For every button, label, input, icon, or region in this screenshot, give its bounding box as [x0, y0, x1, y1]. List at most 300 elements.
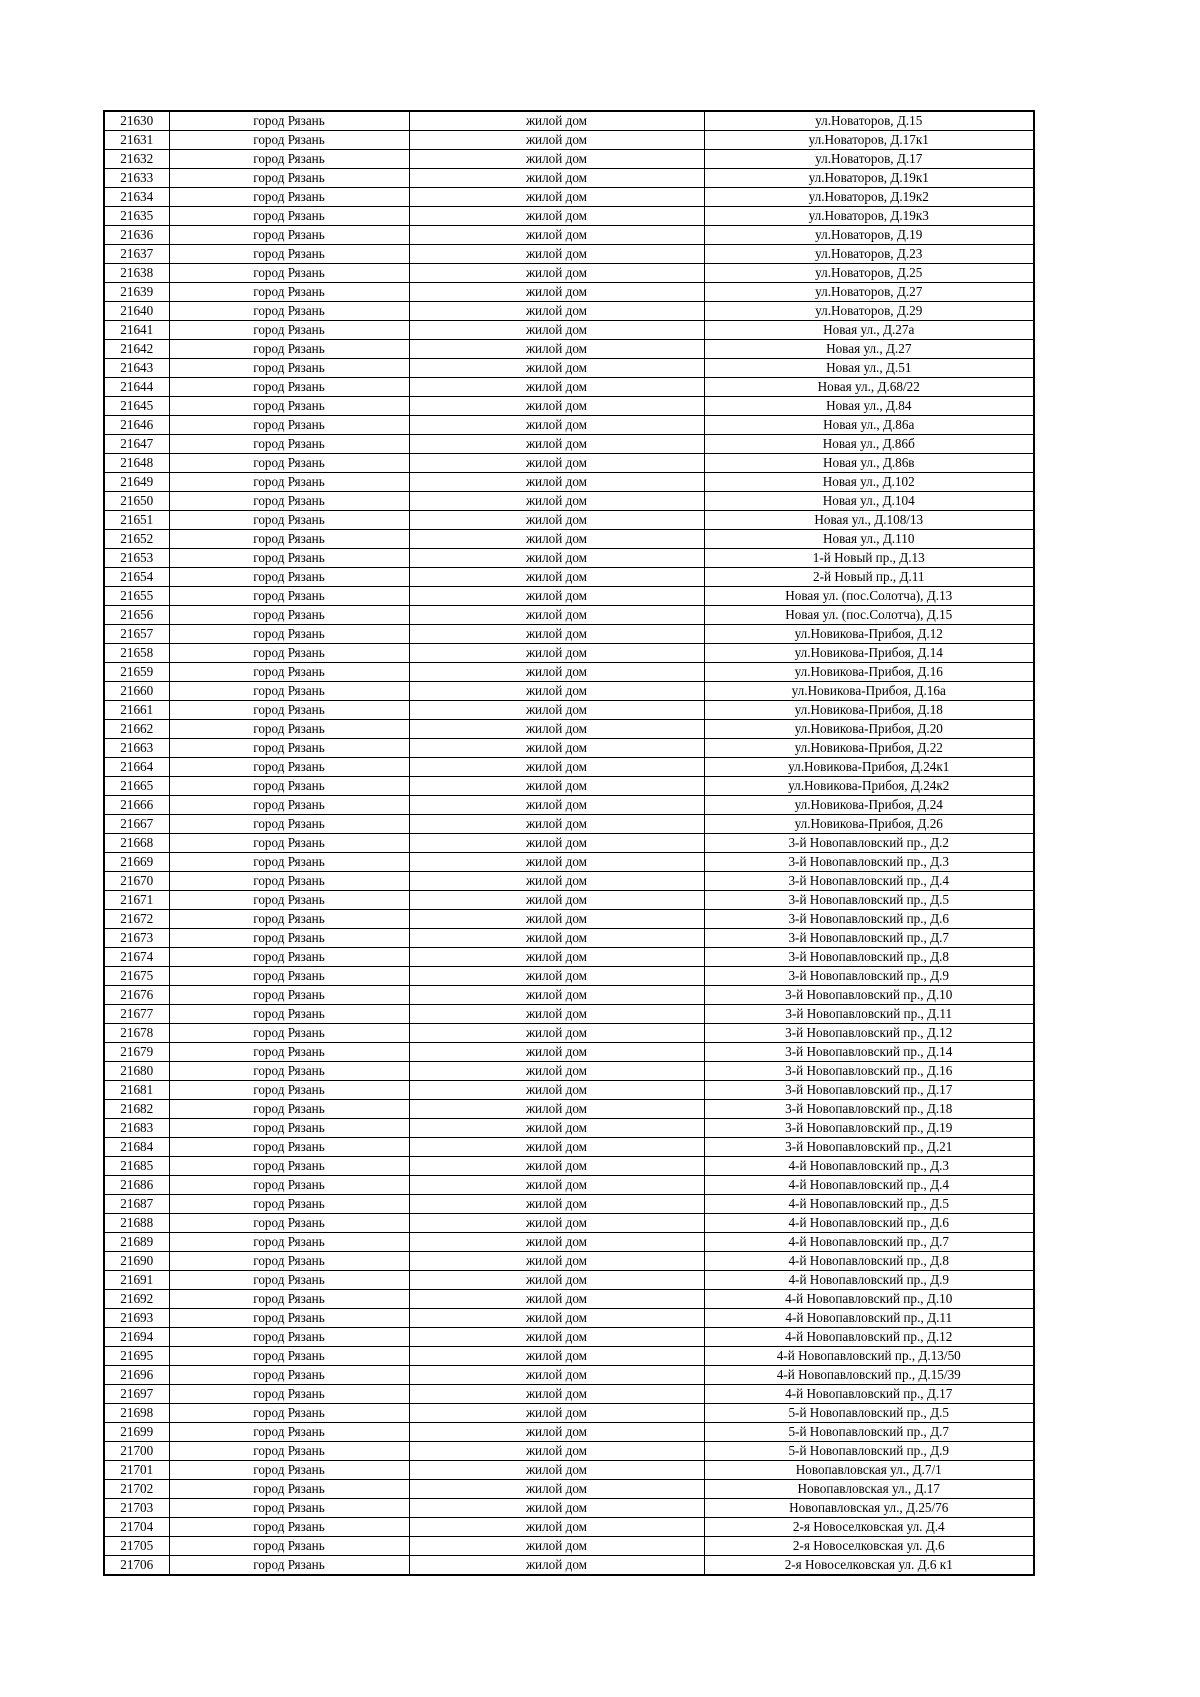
city-cell: город Рязань — [169, 1214, 409, 1233]
city-cell: город Рязань — [169, 511, 409, 530]
table-row — [104, 739, 1034, 758]
table-row — [104, 492, 1034, 511]
address-cell: ул.Новаторов, Д.17к1 — [704, 131, 1034, 150]
record-number-cell: 21683 — [104, 1119, 169, 1138]
record-number-cell: 21631 — [104, 131, 169, 150]
table-row — [104, 1176, 1034, 1195]
table-row — [104, 169, 1034, 188]
table-row — [104, 1271, 1034, 1290]
record-number-cell: 21695 — [104, 1347, 169, 1366]
address-cell: 3-й Новопавловский пр., Д.19 — [704, 1119, 1034, 1138]
city-cell: город Рязань — [169, 1024, 409, 1043]
city-cell: город Рязань — [169, 435, 409, 454]
building-type-cell: жилой дом — [409, 587, 704, 606]
city-cell: город Рязань — [169, 492, 409, 511]
record-number-cell: 21704 — [104, 1518, 169, 1537]
address-cell: 4-й Новопавловский пр., Д.9 — [704, 1271, 1034, 1290]
table-row — [104, 948, 1034, 967]
address-cell: Новая ул., Д.68/22 — [704, 378, 1034, 397]
building-type-cell: жилой дом — [409, 226, 704, 245]
table-row — [104, 1100, 1034, 1119]
table-row — [104, 1081, 1034, 1100]
address-cell: Новая ул., Д.86а — [704, 416, 1034, 435]
city-cell: город Рязань — [169, 1062, 409, 1081]
table-row — [104, 207, 1034, 226]
building-type-cell: жилой дом — [409, 1537, 704, 1556]
record-number-cell: 21679 — [104, 1043, 169, 1062]
building-type-cell: жилой дом — [409, 1309, 704, 1328]
city-cell: город Рязань — [169, 986, 409, 1005]
city-cell: город Рязань — [169, 454, 409, 473]
record-number-cell: 21663 — [104, 739, 169, 758]
record-number-cell: 21686 — [104, 1176, 169, 1195]
table-row — [104, 131, 1034, 150]
address-cell: Новая ул., Д.86б — [704, 435, 1034, 454]
record-number-cell: 21670 — [104, 872, 169, 891]
address-cell: 5-й Новопавловский пр., Д.5 — [704, 1404, 1034, 1423]
city-cell: город Рязань — [169, 245, 409, 264]
address-cell: 5-й Новопавловский пр., Д.9 — [704, 1442, 1034, 1461]
record-number-cell: 21690 — [104, 1252, 169, 1271]
address-cell: 3-й Новопавловский пр., Д.11 — [704, 1005, 1034, 1024]
city-cell: город Рязань — [169, 853, 409, 872]
city-cell: город Рязань — [169, 1157, 409, 1176]
city-cell: город Рязань — [169, 1271, 409, 1290]
building-type-cell: жилой дом — [409, 1252, 704, 1271]
address-cell: 3-й Новопавловский пр., Д.18 — [704, 1100, 1034, 1119]
building-type-cell: жилой дом — [409, 1138, 704, 1157]
building-type-cell: жилой дом — [409, 359, 704, 378]
building-type-cell: жилой дом — [409, 929, 704, 948]
address-cell: 3-й Новопавловский пр., Д.21 — [704, 1138, 1034, 1157]
table-row — [104, 587, 1034, 606]
building-type-cell: жилой дом — [409, 530, 704, 549]
building-type-cell: жилой дом — [409, 1556, 704, 1576]
city-cell: город Рязань — [169, 1423, 409, 1442]
address-cell: 5-й Новопавловский пр., Д.7 — [704, 1423, 1034, 1442]
address-cell: ул.Новикова-Прибоя, Д.16 — [704, 663, 1034, 682]
building-type-cell: жилой дом — [409, 1461, 704, 1480]
table-row — [104, 625, 1034, 644]
table-row — [104, 1043, 1034, 1062]
building-type-cell: жилой дом — [409, 435, 704, 454]
table-row — [104, 663, 1034, 682]
address-cell: Новая ул., Д.84 — [704, 397, 1034, 416]
record-number-cell: 21673 — [104, 929, 169, 948]
city-cell: город Рязань — [169, 1499, 409, 1518]
building-type-cell: жилой дом — [409, 1195, 704, 1214]
building-type-cell: жилой дом — [409, 720, 704, 739]
table-row — [104, 302, 1034, 321]
city-cell: город Рязань — [169, 1005, 409, 1024]
table-row — [104, 1195, 1034, 1214]
address-cell: Новопавловская ул., Д.25/76 — [704, 1499, 1034, 1518]
building-type-cell: жилой дом — [409, 1347, 704, 1366]
address-cell: 4-й Новопавловский пр., Д.4 — [704, 1176, 1034, 1195]
address-cell: 3-й Новопавловский пр., Д.2 — [704, 834, 1034, 853]
table-row — [104, 378, 1034, 397]
record-number-cell: 21697 — [104, 1385, 169, 1404]
table-row — [104, 986, 1034, 1005]
address-cell: 1-й Новый пр., Д.13 — [704, 549, 1034, 568]
city-cell: город Рязань — [169, 1518, 409, 1537]
table-row — [104, 1233, 1034, 1252]
building-type-cell: жилой дом — [409, 1214, 704, 1233]
table-row — [104, 416, 1034, 435]
record-number-cell: 21674 — [104, 948, 169, 967]
table-row — [104, 530, 1034, 549]
building-type-cell: жилой дом — [409, 111, 704, 131]
building-type-cell: жилой дом — [409, 1385, 704, 1404]
city-cell: город Рязань — [169, 1537, 409, 1556]
table-row — [104, 758, 1034, 777]
address-cell: 3-й Новопавловский пр., Д.5 — [704, 891, 1034, 910]
table-row — [104, 150, 1034, 169]
building-type-cell: жилой дом — [409, 1404, 704, 1423]
record-number-cell: 21698 — [104, 1404, 169, 1423]
record-number-cell: 21696 — [104, 1366, 169, 1385]
city-cell: город Рязань — [169, 1138, 409, 1157]
city-cell: город Рязань — [169, 948, 409, 967]
record-number-cell: 21681 — [104, 1081, 169, 1100]
city-cell: город Рязань — [169, 340, 409, 359]
table-row — [104, 1138, 1034, 1157]
record-number-cell: 21669 — [104, 853, 169, 872]
building-type-cell: жилой дом — [409, 663, 704, 682]
address-cell: 3-й Новопавловский пр., Д.4 — [704, 872, 1034, 891]
record-number-cell: 21653 — [104, 549, 169, 568]
record-number-cell: 21687 — [104, 1195, 169, 1214]
building-type-cell: жилой дом — [409, 1271, 704, 1290]
building-type-cell: жилой дом — [409, 1005, 704, 1024]
building-type-cell: жилой дом — [409, 511, 704, 530]
record-number-cell: 21703 — [104, 1499, 169, 1518]
address-cell: Новая ул., Д.86в — [704, 454, 1034, 473]
record-number-cell: 21671 — [104, 891, 169, 910]
address-cell: ул.Новикова-Прибоя, Д.24к1 — [704, 758, 1034, 777]
building-type-cell: жилой дом — [409, 416, 704, 435]
address-cell: ул.Новаторов, Д.19 — [704, 226, 1034, 245]
address-cell: 3-й Новопавловский пр., Д.6 — [704, 910, 1034, 929]
address-cell: ул.Новаторов, Д.19к3 — [704, 207, 1034, 226]
address-cell: 2-я Новоселковская ул. Д.6 к1 — [704, 1556, 1034, 1576]
address-cell: 2-я Новоселковская ул. Д.4 — [704, 1518, 1034, 1537]
building-type-cell: жилой дом — [409, 606, 704, 625]
building-type-cell: жилой дом — [409, 1233, 704, 1252]
building-type-cell: жилой дом — [409, 340, 704, 359]
table-row — [104, 1366, 1034, 1385]
table-row — [104, 1062, 1034, 1081]
address-cell: ул.Новикова-Прибоя, Д.16а — [704, 682, 1034, 701]
city-cell: город Рязань — [169, 1043, 409, 1062]
record-number-cell: 21660 — [104, 682, 169, 701]
record-number-cell: 21633 — [104, 169, 169, 188]
city-cell: город Рязань — [169, 796, 409, 815]
address-cell: Новая ул., Д.102 — [704, 473, 1034, 492]
building-type-cell: жилой дом — [409, 397, 704, 416]
building-type-cell: жилой дом — [409, 245, 704, 264]
table-row — [104, 891, 1034, 910]
table-row — [104, 777, 1034, 796]
record-number-cell: 21705 — [104, 1537, 169, 1556]
address-cell: 3-й Новопавловский пр., Д.10 — [704, 986, 1034, 1005]
address-cell: ул.Новикова-Прибоя, Д.14 — [704, 644, 1034, 663]
city-cell: город Рязань — [169, 1233, 409, 1252]
address-cell: ул.Новикова-Прибоя, Д.20 — [704, 720, 1034, 739]
address-cell: ул.Новикова-Прибоя, Д.12 — [704, 625, 1034, 644]
address-cell: Новая ул., Д.51 — [704, 359, 1034, 378]
table-row — [104, 701, 1034, 720]
record-number-cell: 21659 — [104, 663, 169, 682]
city-cell: город Рязань — [169, 549, 409, 568]
city-cell: город Рязань — [169, 321, 409, 340]
city-cell: город Рязань — [169, 967, 409, 986]
table-row — [104, 511, 1034, 530]
city-cell: город Рязань — [169, 1290, 409, 1309]
building-type-cell: жилой дом — [409, 834, 704, 853]
address-cell: 3-й Новопавловский пр., Д.7 — [704, 929, 1034, 948]
city-cell: город Рязань — [169, 1404, 409, 1423]
address-cell: 4-й Новопавловский пр., Д.13/50 — [704, 1347, 1034, 1366]
record-number-cell: 21693 — [104, 1309, 169, 1328]
record-number-cell: 21647 — [104, 435, 169, 454]
address-cell: Новопавловская ул., Д.17 — [704, 1480, 1034, 1499]
building-type-cell: жилой дом — [409, 796, 704, 815]
record-number-cell: 21672 — [104, 910, 169, 929]
building-type-cell: жилой дом — [409, 701, 704, 720]
record-number-cell: 21658 — [104, 644, 169, 663]
building-type-cell: жилой дом — [409, 739, 704, 758]
table-row — [104, 454, 1034, 473]
record-number-cell: 21662 — [104, 720, 169, 739]
building-type-cell: жилой дом — [409, 758, 704, 777]
record-number-cell: 21675 — [104, 967, 169, 986]
address-cell: 4-й Новопавловский пр., Д.12 — [704, 1328, 1034, 1347]
address-cell: ул.Новаторов, Д.27 — [704, 283, 1034, 302]
city-cell: город Рязань — [169, 739, 409, 758]
table-row — [104, 1309, 1034, 1328]
address-cell: 3-й Новопавловский пр., Д.8 — [704, 948, 1034, 967]
building-type-cell: жилой дом — [409, 150, 704, 169]
record-number-cell: 21657 — [104, 625, 169, 644]
city-cell: город Рязань — [169, 397, 409, 416]
record-number-cell: 21692 — [104, 1290, 169, 1309]
building-type-cell: жилой дом — [409, 321, 704, 340]
address-cell: ул.Новаторов, Д.19к2 — [704, 188, 1034, 207]
record-number-cell: 21664 — [104, 758, 169, 777]
address-cell: 2-я Новоселковская ул. Д.6 — [704, 1537, 1034, 1556]
table-row — [104, 226, 1034, 245]
city-cell: город Рязань — [169, 416, 409, 435]
building-type-cell: жилой дом — [409, 682, 704, 701]
table-row — [104, 1480, 1034, 1499]
address-cell: Новая ул., Д.27 — [704, 340, 1034, 359]
building-type-cell: жилой дом — [409, 188, 704, 207]
table-row — [104, 245, 1034, 264]
record-number-cell: 21680 — [104, 1062, 169, 1081]
building-type-cell: жилой дом — [409, 1442, 704, 1461]
table-row — [104, 1214, 1034, 1233]
table-row — [104, 1461, 1034, 1480]
city-cell: город Рязань — [169, 1480, 409, 1499]
address-cell: 3-й Новопавловский пр., Д.14 — [704, 1043, 1034, 1062]
table-row — [104, 910, 1034, 929]
table-row — [104, 929, 1034, 948]
address-cell: ул.Новаторов, Д.19к1 — [704, 169, 1034, 188]
record-number-cell: 21685 — [104, 1157, 169, 1176]
record-number-cell: 21667 — [104, 815, 169, 834]
table-row — [104, 1328, 1034, 1347]
record-number-cell: 21700 — [104, 1442, 169, 1461]
table-row — [104, 1442, 1034, 1461]
record-number-cell: 21640 — [104, 302, 169, 321]
building-type-cell: жилой дом — [409, 549, 704, 568]
address-cell: ул.Новикова-Прибоя, Д.22 — [704, 739, 1034, 758]
address-cell: Новая ул., Д.104 — [704, 492, 1034, 511]
record-number-cell: 21645 — [104, 397, 169, 416]
building-type-cell: жилой дом — [409, 1518, 704, 1537]
record-number-cell: 21668 — [104, 834, 169, 853]
address-cell: Новая ул., Д.110 — [704, 530, 1034, 549]
table-row — [104, 853, 1034, 872]
building-type-cell: жилой дом — [409, 283, 704, 302]
record-number-cell: 21677 — [104, 1005, 169, 1024]
record-number-cell: 21651 — [104, 511, 169, 530]
building-type-cell: жилой дом — [409, 1328, 704, 1347]
address-cell: 4-й Новопавловский пр., Д.10 — [704, 1290, 1034, 1309]
building-type-cell: жилой дом — [409, 644, 704, 663]
city-cell: город Рязань — [169, 587, 409, 606]
address-cell: ул.Новикова-Прибоя, Д.26 — [704, 815, 1034, 834]
city-cell: город Рязань — [169, 644, 409, 663]
building-type-cell: жилой дом — [409, 1423, 704, 1442]
city-cell: город Рязань — [169, 1385, 409, 1404]
city-cell: город Рязань — [169, 1461, 409, 1480]
address-cell: Новая ул. (пос.Солотча), Д.13 — [704, 587, 1034, 606]
address-cell: ул.Новикова-Прибоя, Д.24 — [704, 796, 1034, 815]
record-number-cell: 21684 — [104, 1138, 169, 1157]
record-number-cell: 21699 — [104, 1423, 169, 1442]
record-number-cell: 21702 — [104, 1480, 169, 1499]
city-cell: город Рязань — [169, 625, 409, 644]
building-type-cell: жилой дом — [409, 967, 704, 986]
city-cell: город Рязань — [169, 473, 409, 492]
city-cell: город Рязань — [169, 1442, 409, 1461]
record-number-cell: 21637 — [104, 245, 169, 264]
building-type-cell: жилой дом — [409, 1119, 704, 1138]
city-cell: город Рязань — [169, 929, 409, 948]
city-cell: город Рязань — [169, 1195, 409, 1214]
city-cell: город Рязань — [169, 682, 409, 701]
table-row — [104, 796, 1034, 815]
address-cell: ул.Новаторов, Д.15 — [704, 111, 1034, 131]
table-row — [104, 473, 1034, 492]
record-number-cell: 21665 — [104, 777, 169, 796]
city-cell: город Рязань — [169, 1309, 409, 1328]
table-row — [104, 1385, 1034, 1404]
table-row — [104, 1119, 1034, 1138]
building-type-cell: жилой дом — [409, 1290, 704, 1309]
table-row — [104, 872, 1034, 891]
record-number-cell: 21635 — [104, 207, 169, 226]
building-type-cell: жилой дом — [409, 264, 704, 283]
building-type-cell: жилой дом — [409, 891, 704, 910]
address-cell: ул.Новикова-Прибоя, Д.24к2 — [704, 777, 1034, 796]
record-number-cell: 21654 — [104, 568, 169, 587]
city-cell: город Рязань — [169, 1366, 409, 1385]
table-row — [104, 568, 1034, 587]
building-type-cell: жилой дом — [409, 1100, 704, 1119]
city-cell: город Рязань — [169, 264, 409, 283]
address-cell: 4-й Новопавловский пр., Д.5 — [704, 1195, 1034, 1214]
city-cell: город Рязань — [169, 701, 409, 720]
building-type-cell: жилой дом — [409, 568, 704, 587]
address-cell: ул.Новикова-Прибоя, Д.18 — [704, 701, 1034, 720]
address-cell: 3-й Новопавловский пр., Д.9 — [704, 967, 1034, 986]
table-row — [104, 606, 1034, 625]
address-cell: ул.Новаторов, Д.25 — [704, 264, 1034, 283]
table-row — [104, 1537, 1034, 1556]
record-number-cell: 21701 — [104, 1461, 169, 1480]
record-number-cell: 21638 — [104, 264, 169, 283]
table-row — [104, 1024, 1034, 1043]
city-cell: город Рязань — [169, 834, 409, 853]
city-cell: город Рязань — [169, 359, 409, 378]
record-number-cell: 21643 — [104, 359, 169, 378]
table-row — [104, 1252, 1034, 1271]
address-cell: 3-й Новопавловский пр., Д.16 — [704, 1062, 1034, 1081]
city-cell: город Рязань — [169, 1556, 409, 1576]
city-cell: город Рязань — [169, 872, 409, 891]
city-cell: город Рязань — [169, 1328, 409, 1347]
city-cell: город Рязань — [169, 891, 409, 910]
city-cell: город Рязань — [169, 758, 409, 777]
building-type-cell: жилой дом — [409, 910, 704, 929]
table-row — [104, 720, 1034, 739]
record-number-cell: 21655 — [104, 587, 169, 606]
record-number-cell: 21652 — [104, 530, 169, 549]
address-cell: 2-й Новый пр., Д.11 — [704, 568, 1034, 587]
table-row — [104, 397, 1034, 416]
address-cell: 3-й Новопавловский пр., Д.17 — [704, 1081, 1034, 1100]
building-type-cell: жилой дом — [409, 625, 704, 644]
record-number-cell: 21694 — [104, 1328, 169, 1347]
table-row — [104, 1499, 1034, 1518]
city-cell: город Рязань — [169, 1252, 409, 1271]
building-type-cell: жилой дом — [409, 853, 704, 872]
address-cell: Новая ул., Д.27а — [704, 321, 1034, 340]
address-cell: 4-й Новопавловский пр., Д.17 — [704, 1385, 1034, 1404]
address-cell: 4-й Новопавловский пр., Д.7 — [704, 1233, 1034, 1252]
city-cell: город Рязань — [169, 815, 409, 834]
record-number-cell: 21691 — [104, 1271, 169, 1290]
address-cell: 4-й Новопавловский пр., Д.15/39 — [704, 1366, 1034, 1385]
table-row — [104, 1347, 1034, 1366]
building-type-cell: жилой дом — [409, 131, 704, 150]
building-type-cell: жилой дом — [409, 872, 704, 891]
table-row — [104, 321, 1034, 340]
record-number-cell: 21632 — [104, 150, 169, 169]
record-number-cell: 21650 — [104, 492, 169, 511]
address-cell: 3-й Новопавловский пр., Д.12 — [704, 1024, 1034, 1043]
record-number-cell: 21688 — [104, 1214, 169, 1233]
table-row — [104, 1556, 1034, 1576]
city-cell: город Рязань — [169, 1119, 409, 1138]
address-cell: Новопавловская ул., Д.7/1 — [704, 1461, 1034, 1480]
record-number-cell: 21644 — [104, 378, 169, 397]
city-cell: город Рязань — [169, 1347, 409, 1366]
record-number-cell: 21641 — [104, 321, 169, 340]
